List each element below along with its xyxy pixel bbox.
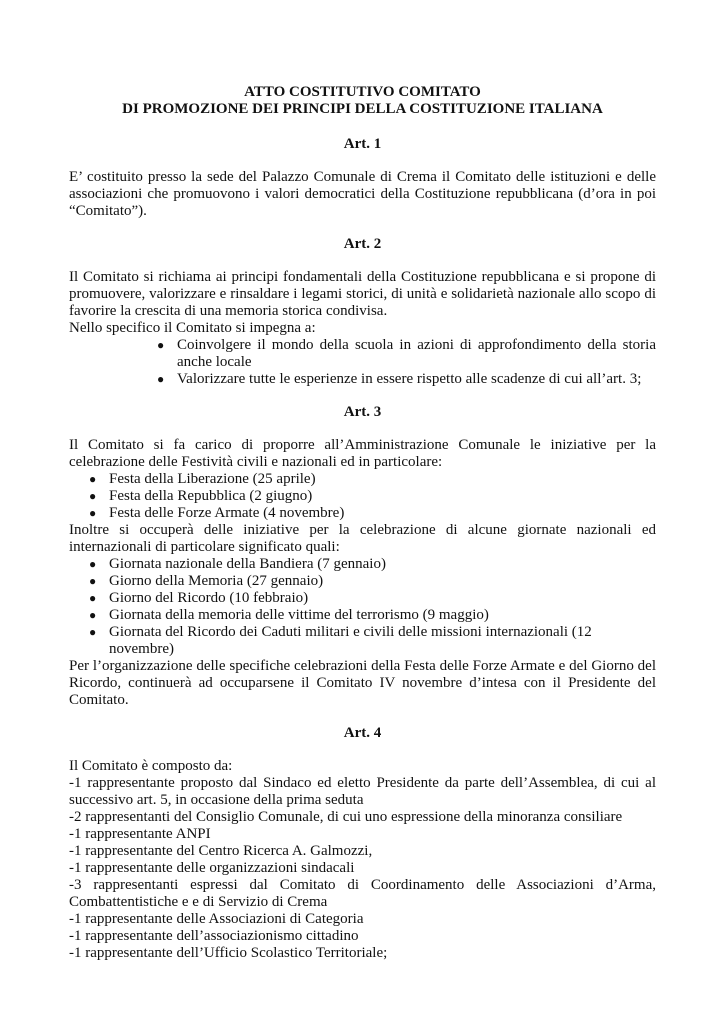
art3-heading: Art. 3 [343,404,382,420]
list-item-text: Giornata della memoria delle vittime del terrorismo (9 maggio) [109,607,489,623]
list-item-text: Giornata nazionale della Bandiera (7 gennaio) [109,556,386,572]
art4-intro: Il Comitato è composto da: [69,758,233,774]
bullet-icon: ● [89,472,97,486]
list-item: -1 rappresentante proposto dal Sindaco ed eletto Presidente da parte dell’Assemblea, di cui al successivo art. 5, in occasione della prima seduta [69,775,656,808]
list-item-text: Valorizzare tutte le esperienze in essere rispetto alle scadenze di cui all’art. 3; [177,371,642,387]
list-item-text: Giorno della Memoria (27 gennaio) [109,573,324,589]
bullet-icon: ● [89,489,97,503]
list-item-text: Festa della Liberazione (25 aprile) [109,471,316,487]
art3-paragraph: Il Comitato si fa carico di proporre all’Amministrazione Comunale le iniziative per la celebrazione delle Festività civili e nazionali ed in particolare: [69,437,656,470]
art4-heading: Art. 4 [343,725,382,741]
list-item: -1 rappresentante dell’Ufficio Scolastico Territoriale; [69,945,388,961]
bullet-icon: ● [89,574,97,588]
list-item: -1 rappresentante dell’associazionismo cittadino [69,928,359,944]
art2-paragraph: Il Comitato si richiama ai principi fondamentali della Costituzione repubblicana e si propone di promuovere, valorizzare e rinsaldare i legami storici, di unità e solidarietà nazionale allo scopo di favorire la crescita di una memoria storica condivisa. [69,269,656,319]
list-item: -1 rappresentante ANPI [69,826,211,842]
art1-heading: Art. 1 [343,136,382,152]
list-item [69,573,656,590]
art2-heading: Art. 2 [343,236,382,252]
art2-intro: Nello specifico il Comitato si impegna a: [69,320,316,336]
list-item: -1 rappresentante del Centro Ricerca A. Galmozzi, [69,843,373,859]
list-item-text: Festa delle Forze Armate (4 novembre) [109,505,345,521]
art3-days-list [69,556,656,658]
list-item-text: Giornata del Ricordo dei Caduti militari e civili delle missioni internazionali (12 novembre) [109,624,592,657]
bullet-icon: ● [89,557,97,571]
art3-paragraph-3: Per l’organizzazione delle specifiche celebrazioni della Festa delle Forze Armate e del Giorno del Ricordo, continuerà ad occuparsene il Comitato IV novembre d’intesa con il Presidente del Comitato. [69,658,656,708]
art1-paragraph: E’ costituito presso la sede del Palazzo Comunale di Crema il Comitato delle istituzioni e delle associazioni che promuovono i valori democratici della Costituzione repubblicana (d’ora in poi “Comitato”). [69,169,656,219]
list-item [69,624,656,658]
art3-paragraph-2: Inoltre si occuperà delle iniziative per la celebrazione di alcune giornate nazionali ed internazionali di particolare significato quali: [69,522,656,555]
document-title-line-1: ATTO COSTITUTIVO COMITATO [244,84,481,100]
list-item-text: Giorno del Ricordo (10 febbraio) [109,590,309,606]
document-body [69,84,656,962]
bullet-icon: ● [89,506,97,520]
list-item [69,471,656,488]
list-item [69,607,656,624]
list-item [69,556,656,573]
art2-commitments-list [69,337,656,388]
list-item: -1 rappresentante delle organizzazioni sindacali [69,860,355,876]
bullet-icon: ● [89,591,97,605]
art3-festivities-list [69,471,656,522]
list-item [69,488,656,505]
list-item [69,505,656,522]
list-item [69,590,656,607]
list-item: -1 rappresentante delle Associazioni di Categoria [69,911,364,927]
bullet-icon: ● [157,372,165,386]
bullet-icon: ● [89,625,97,639]
list-item: -2 rappresentanti del Consiglio Comunale, di cui uno espressione della minoranza consiliare [69,809,623,825]
list-item: -3 rappresentanti espressi dal Comitato di Coordinamento delle Associazioni d’Arma, Combattentistiche e e di Servizio di Crema [69,877,656,910]
art4-members-list [69,758,656,962]
list-item [69,337,656,371]
list-item-text: Festa della Repubblica (2 giugno) [109,488,313,504]
bullet-icon: ● [89,608,97,622]
bullet-icon: ● [157,338,165,352]
document-title-line-2: DI PROMOZIONE DEI PRINCIPI DELLA COSTITUZIONE ITALIANA [122,101,603,117]
list-item-text: Coinvolgere il mondo della scuola in azioni di approfondimento della storia anche locale [177,337,656,370]
list-item [69,371,656,388]
